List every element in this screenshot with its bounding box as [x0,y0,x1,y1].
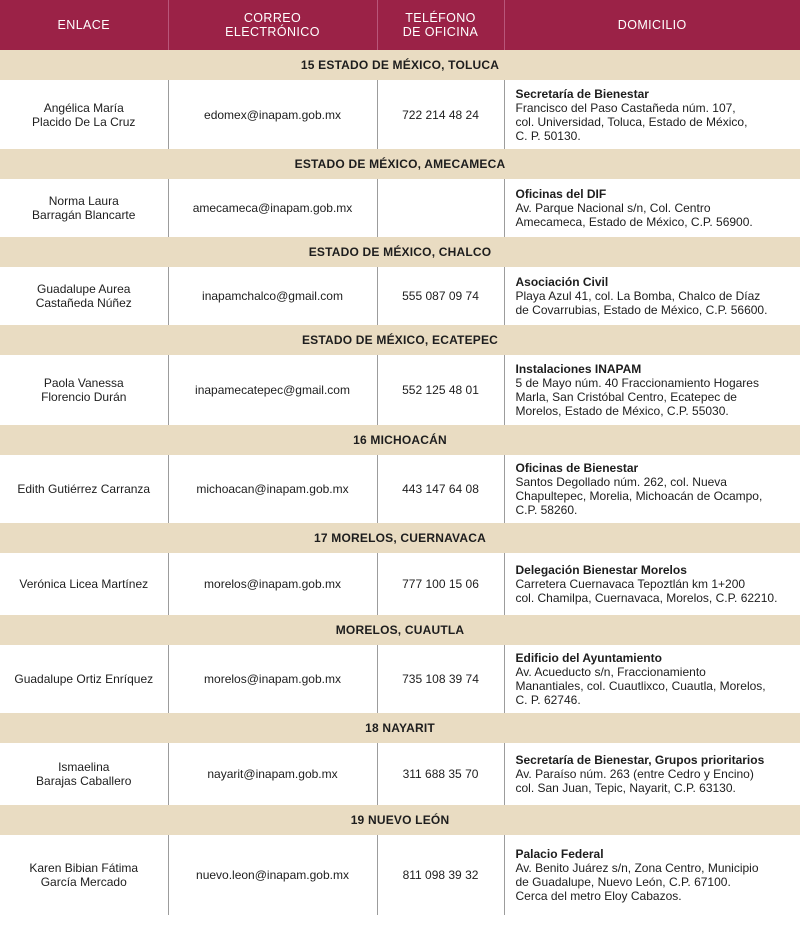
contact-phone: 777 100 15 06 [377,553,504,615]
contact-phone: 722 214 48 24 [377,80,504,149]
header-enlace: ENLACE [0,0,168,50]
section-row [0,615,800,645]
address-org: Oficinas de Bienestar [515,461,639,475]
section-title: ESTADO DE MÉXICO, CHALCO [0,237,800,267]
section-title: MORELOS, CUAUTLA [0,615,800,645]
address-text: Playa Azul 41, col. La Bomba, Chalco de Díaz de Covarrubias, Estado de México, C.P. 56600. [515,289,768,317]
address-org: Edificio del Ayuntamiento [515,651,662,665]
contact-name: Angélica María Placido De La Cruz [0,80,168,149]
section-row [0,50,800,80]
contact-phone: 811 098 39 32 [377,835,504,915]
contact-phone: 555 087 09 74 [377,267,504,325]
contact-name: Norma Laura Barragán Blancarte [0,179,168,237]
section-row [0,805,800,835]
table-body [0,50,800,915]
address-text: Av. Paraíso núm. 263 (entre Cedro y Encino) col. San Juan, Tepic, Nayarit, C.P. 63130. [515,767,754,795]
contact-email[interactable]: nayarit@inapam.gob.mx [168,743,377,805]
section-title: 17 MORELOS, CUERNAVACA [0,523,800,553]
section-row [0,149,800,179]
address-text: Av. Parque Nacional s/n, Col. Centro Amecameca, Estado de México, C.P. 56900. [515,201,753,229]
header-domicilio: DOMICILIO [504,0,800,50]
contact-phone: 735 108 39 74 [377,645,504,713]
address-text: Santos Degollado núm. 262, col. Nueva Chapultepec, Morelia, Michoacán de Ocampo, C.P. 58260. [515,475,763,517]
contact-address-cell [504,835,800,915]
section-title: 19 NUEVO LEÓN [0,805,800,835]
contact-email[interactable]: inapamecatepec@gmail.com [168,355,377,425]
address-org: Secretaría de Bienestar [515,86,649,101]
contact-address-cell [504,645,800,713]
contact-email[interactable]: nuevo.leon@inapam.gob.mx [168,835,377,915]
header-row [0,0,800,50]
contact-name: Guadalupe Ortiz Enríquez [0,645,168,713]
section-title: 16 MICHOACÁN [0,425,800,455]
section-title: ESTADO DE MÉXICO, AMECAMECA [0,149,800,179]
contact-name: Paola Vanessa Florencio Durán [0,355,168,425]
contact-name: Guadalupe Aurea Castañeda Núñez [0,267,168,325]
address-org: Oficinas del DIF [515,187,607,201]
table-row [0,455,800,523]
contact-name: Ismaelina Barajas Caballero [0,743,168,805]
table-row [0,80,800,149]
table-row [0,355,800,425]
address-text: Carretera Cuernavaca Tepoztlán km 1+200 col. Chamilpa, Cuernavaca, Morelos, C.P. 62210. [515,577,778,605]
section-title: ESTADO DE MÉXICO, ECATEPEC [0,325,800,355]
contact-address-cell [504,267,800,325]
header-telefono: TELÉFONO DE OFICINA [377,0,504,50]
contact-name: Edith Gutiérrez Carranza [0,455,168,523]
contact-address-cell [504,80,800,149]
section-row [0,425,800,455]
section-row [0,325,800,355]
contact-address-cell [504,355,800,425]
contact-phone: 552 125 48 01 [377,355,504,425]
address-org: Asociación Civil [515,275,609,289]
contact-email[interactable]: edomex@inapam.gob.mx [168,80,377,149]
contact-email[interactable]: morelos@inapam.gob.mx [168,645,377,713]
address-text: 5 de Mayo núm. 40 Fraccionamiento Hogares Marla, San Cristóbal Centro, Ecatepec de Morelos, Estado de México, C.P. 55030. [515,376,759,418]
table-row [0,179,800,237]
address-text: Av. Acueducto s/n, Fraccionamiento Manantiales, col. Cuautlixco, Cuautla, Morelos, C. P. 62746. [515,665,766,707]
contact-address-cell [504,179,800,237]
contact-address-cell [504,553,800,615]
table-row [0,835,800,915]
contact-phone: 311 688 35 70 [377,743,504,805]
section-title: 15 ESTADO DE MÉXICO, TOLUCA [0,50,800,80]
address-org: Instalaciones INAPAM [515,362,642,376]
address-org: Delegación Bienestar Morelos [515,563,687,577]
address-org: Palacio Federal [515,847,604,861]
contact-email[interactable]: morelos@inapam.gob.mx [168,553,377,615]
contact-name: Verónica Licea Martínez [0,553,168,615]
header-correo: CORREO ELECTRÓNICO [168,0,377,50]
address-text: Francisco del Paso Castañeda núm. 107, col. Universidad, Toluca, Estado de México, C. P. 50130. [515,100,748,143]
contact-phone: 443 147 64 08 [377,455,504,523]
contact-name: Karen Bibian Fátima García Mercado [0,835,168,915]
section-row [0,713,800,743]
address-text: Av. Benito Juárez s/n, Zona Centro, Municipio de Guadalupe, Nuevo León, C.P. 67100. Cerca del metro Eloy Cabazos. [515,861,759,903]
section-row [0,237,800,267]
section-row [0,523,800,553]
contact-address-cell [504,743,800,805]
table-row [0,267,800,325]
table-row [0,645,800,713]
contact-email[interactable]: inapamchalco@gmail.com [168,267,377,325]
contact-address-cell [504,455,800,523]
address-org: Secretaría de Bienestar, Grupos prioritarios [515,753,765,767]
section-title: 18 NAYARIT [0,713,800,743]
table-row [0,743,800,805]
contact-phone [377,179,504,237]
table-row [0,553,800,615]
contact-email[interactable]: amecameca@inapam.gob.mx [168,179,377,237]
contact-email[interactable]: michoacan@inapam.gob.mx [168,455,377,523]
